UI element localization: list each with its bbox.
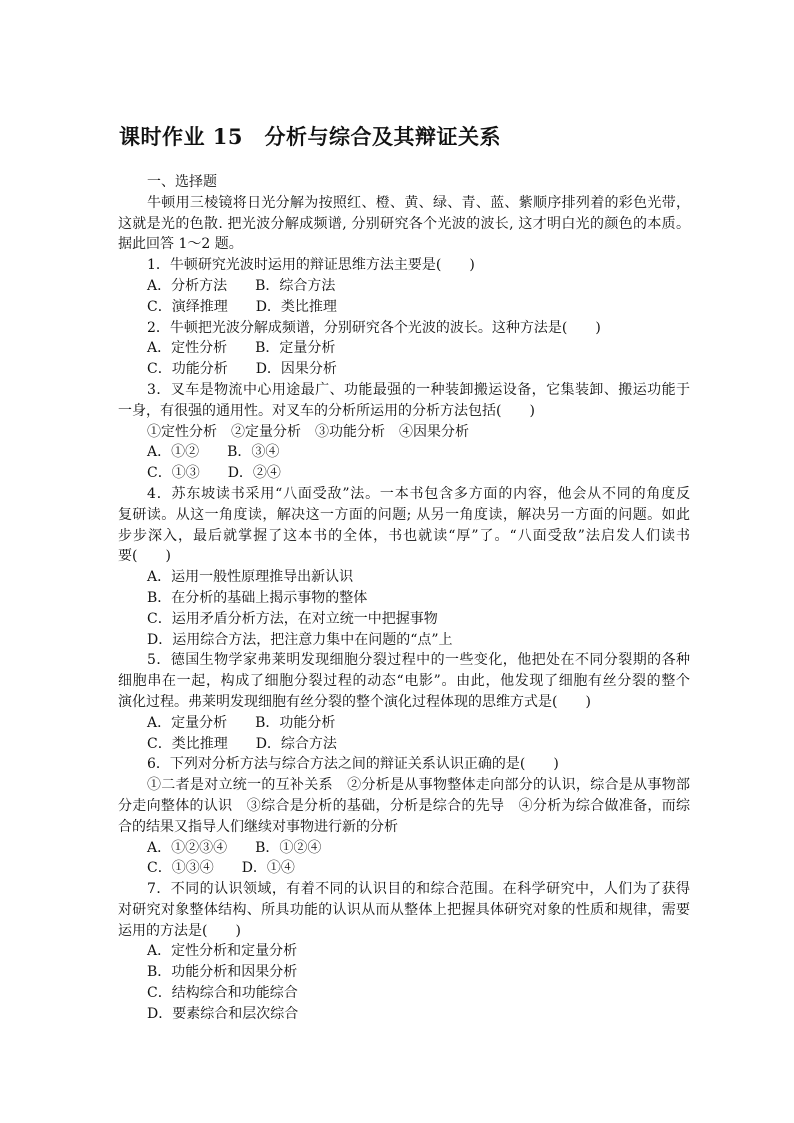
text-line: 一身，有很强的通用性。对叉车的分析所运用的分析方法包括( ) xyxy=(118,402,535,419)
text-line: C．①③ D．②④ xyxy=(147,465,281,482)
text-line: 这就是光的色散. 把光波分解成频谱, 分别研究各个光波的波长, 这才明白光的颜色的本质。 xyxy=(118,215,690,232)
text-line: A．运用一般性原理推导出新认识 xyxy=(147,569,354,586)
text-line: 1．牛顿研究光波时运用的辩证思维方法主要是( ) xyxy=(147,257,475,274)
text-line: 3．叉车是物流中心用途最广、功能最强的一种装卸搬运设备，它集装卸、搬运功能于 xyxy=(147,381,690,398)
text-line: ①定性分析 ②定量分析 ③功能分析 ④因果分析 xyxy=(147,423,469,440)
text-line: A．定性分析 B．定量分析 xyxy=(147,340,336,357)
text-line: 合的结果又指导人们继续对事物进行新的分析 xyxy=(118,818,398,835)
text-line: B．功能分析和因果分析 xyxy=(147,964,298,981)
text-line: 2．牛顿把光波分解成频谱，分别研究各个光波的波长。这种方法是( ) xyxy=(147,319,601,336)
text-line: 细胞串在一起，构成了细胞分裂过程的动态“电影”。由此，他发现了细胞有丝分裂的整个 xyxy=(118,673,690,690)
text-line: 5．德国生物学家弗莱明发现细胞分裂过程中的一些变化，他把处在不同分裂期的各种 xyxy=(147,652,690,669)
text-line: A．定量分析 B．功能分析 xyxy=(147,714,336,731)
text-line: 要( ) xyxy=(118,548,171,565)
text-line: 对研究对象整体结构、所具功能的认识从而从整体上把握具体研究对象的性质和规律，需要 xyxy=(118,901,690,918)
question-body xyxy=(118,172,690,1025)
text-line: 分走向整体的认识 ③综合是分析的基础，分析是综合的先导 ④分析为综合做准备，而综 xyxy=(118,797,690,814)
text-line: 演化过程。弗莱明发现细胞有丝分裂的整个演化过程体现的思维方式是( ) xyxy=(118,693,591,710)
text-line: C．功能分析 D．因果分析 xyxy=(147,361,337,378)
text-line: 复研读。从这一角度读，解决这一方面的问题; 从另一角度读，解决另一方面的问题。如此 xyxy=(118,506,690,523)
text-line: 一、选择题 xyxy=(147,174,217,190)
text-line: D．运用综合方法，把注意力集中在问题的“点”上 xyxy=(147,631,453,648)
text-line: ①二者是对立统一的互补关系 ②分析是从事物整体走向部分的认识，综合是从事物部 xyxy=(147,777,690,794)
text-line: A．①②③④ B．①②④ xyxy=(147,839,322,856)
text-line: A．①② B．③④ xyxy=(147,444,280,461)
page-title: 课时作业 15 分析与综合及其辩证关系 xyxy=(119,124,502,149)
text-line: C．类比推理 D．综合方法 xyxy=(147,735,337,752)
text-line: 据此回答 1～2 题。 xyxy=(118,236,243,253)
text-line: 牛顿用三棱镜将日光分解为按照红、橙、黄、绿、青、蓝、紫顺序排列着的彩色光带， xyxy=(147,194,690,211)
text-line: C．结构综合和功能综合 xyxy=(147,985,298,1002)
text-line: 步步深入，最后就掌握了这本书的全体，书也就读“厚”了。“八面受敌”法启发人们读书 xyxy=(118,527,690,544)
text-line: B．在分析的基础上揭示事物的整体 xyxy=(147,589,368,606)
text-line: 7．不同的认识领域，有着不同的认识目的和综合范围。在科学研究中，人们为了获得 xyxy=(147,881,690,898)
text-line: 4．苏东坡读书采用“八面受敌”法。一本书包含多方面的内容，他会从不同的角度反 xyxy=(147,485,690,502)
text-line: A．定性分析和定量分析 xyxy=(147,943,298,960)
text-line: D．要素综合和层次综合 xyxy=(147,1005,299,1022)
text-line: A．分析方法 B．综合方法 xyxy=(147,277,336,294)
text-line: C．演绎推理 D．类比推理 xyxy=(147,298,337,315)
text-line: C．运用矛盾分析方法，在对立统一中把握事物 xyxy=(147,610,438,627)
text-line: C．①③④ D．①④ xyxy=(147,860,295,877)
text-line: 6．下列对分析方法与综合方法之间的辩证关系认识正确的是( ) xyxy=(147,756,559,773)
text-line: 运用的方法是( ) xyxy=(118,922,241,939)
